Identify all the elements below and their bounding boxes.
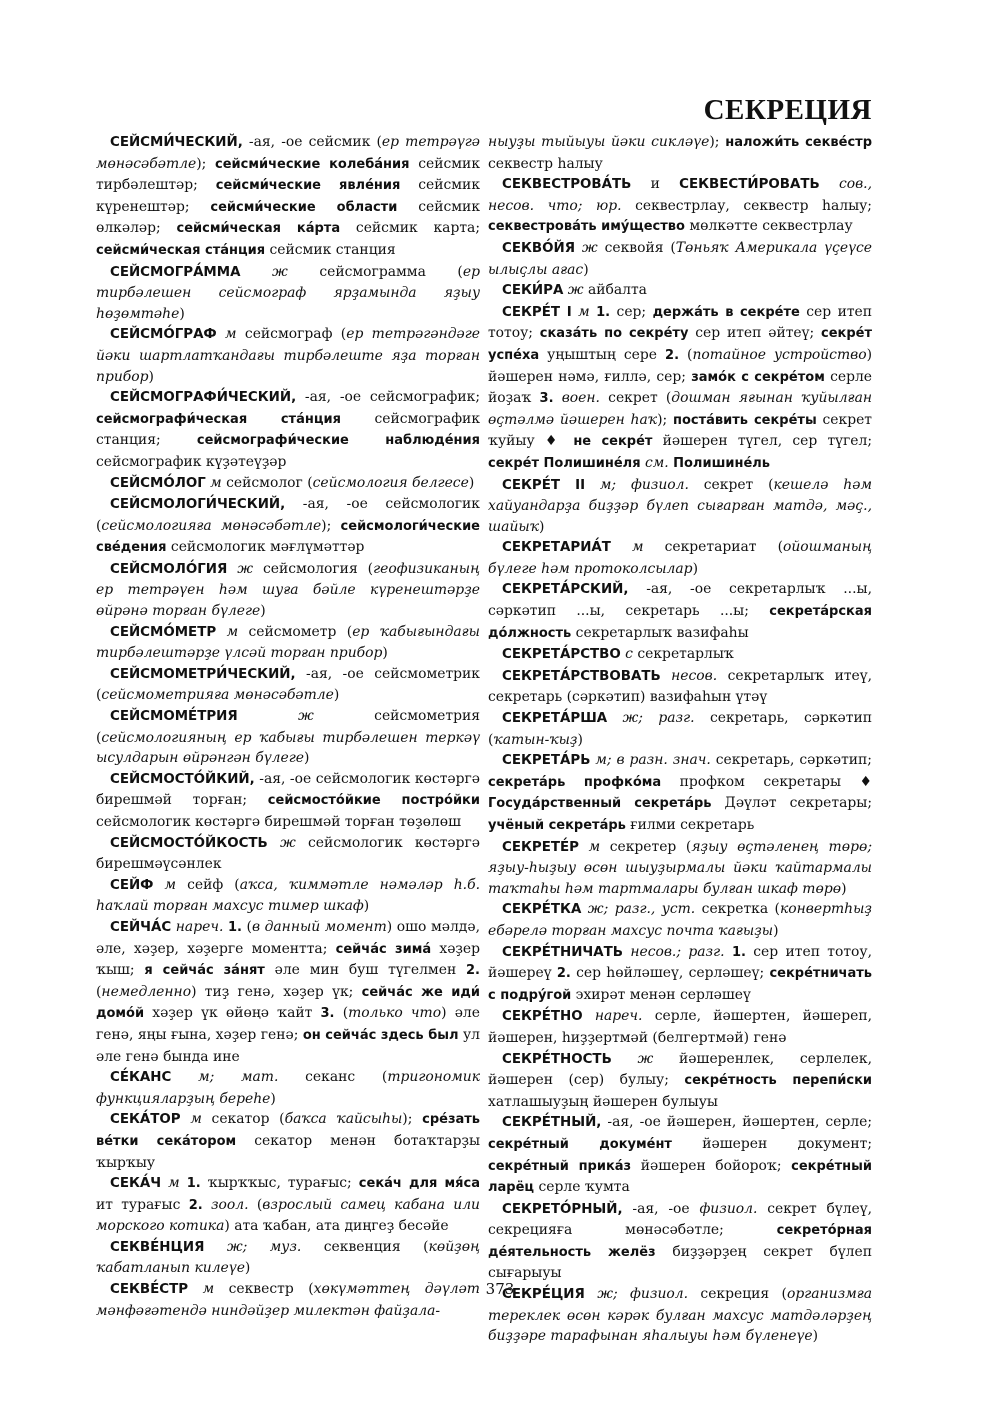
gloss-italic: ж	[237, 708, 314, 725]
headword: СЕЙСМО́ЛОГ	[110, 475, 206, 491]
entry-text: -ая, -ое йәшерен, йәшертен, серле;	[601, 1114, 872, 1131]
example-phrase: секре́тность перепи́ски	[684, 1073, 872, 1089]
entry-text: )	[270, 1090, 276, 1107]
entry-text: (	[241, 918, 252, 935]
gloss-italic: сейсмология белгесе	[312, 474, 469, 491]
entry-text: секреция (	[688, 1286, 787, 1303]
headword: СЕ́КАНС	[110, 1070, 172, 1086]
dictionary-entry	[96, 1173, 480, 1237]
headword: СЕЙСМО́МЕТР	[110, 624, 217, 640]
entry-text: (	[248, 1196, 263, 1213]
entry-text: уңыштың сере	[539, 346, 666, 363]
gloss-italic: аҡса, ҡиммәтле нәмәләр һ.б. һаҡлай торған махсус тимер шкаф	[96, 876, 480, 915]
entry-text: йәшерен түгел, сер түгел;	[652, 433, 873, 450]
headword: СЕЙСМОСТО́ЙКОСТЬ	[110, 835, 268, 851]
dictionary-entry	[488, 666, 872, 708]
gloss-italic: ер тирбәлешен сейсмограф ярҙамында яҙыу һөҙөмтәһе	[96, 263, 480, 322]
dictionary-entry	[488, 579, 872, 644]
entry-text: сейсмик күренештәр;	[96, 177, 480, 215]
example-phrase: секрета́рь профко́ма	[488, 774, 662, 790]
dictionary-entry	[488, 132, 872, 174]
example-phrase: секре́тный докуме́нт	[488, 1136, 672, 1152]
entry-text: сейсмология (	[253, 560, 374, 577]
gloss-italic: ж; муз.	[204, 1238, 302, 1255]
entry-text: йәшерен документ;	[671, 1135, 872, 1152]
dictionary-entry	[96, 559, 480, 622]
gloss-italic: физиол.	[699, 1200, 758, 1217]
entry-text: секрет бүлеү, секрецияға мөнәсәбәтле;	[488, 1200, 873, 1239]
entry-text: хәҙер ҡыш;	[96, 940, 481, 979]
gloss-italic: сов., несов. что; юр.	[488, 176, 872, 214]
example-phrase: сре́зать ве́тки сека́тором	[96, 1112, 481, 1149]
entry-text: )	[812, 1328, 819, 1345]
entry-text: секретарлыҡ итеү, секретарь (сәркәтип) вазифаһын үтәү	[488, 667, 872, 706]
gloss-italic: м	[216, 326, 237, 343]
headword: СЕКИ́РА	[502, 283, 564, 299]
example-phrase: сейча́с зима́	[335, 941, 432, 957]
entry-text: );	[709, 134, 726, 150]
dictionary-entry	[96, 262, 480, 325]
headword: СЕЙСМОСТО́ЙКИЙ,	[110, 771, 255, 787]
gloss-italic: м	[161, 1175, 180, 1192]
headword: СЕКРЕТЕ́Р	[502, 839, 579, 855]
example-phrase: секре́т успе́ха	[488, 326, 872, 363]
gloss-italic: нареч.	[582, 1008, 643, 1025]
entry-text: (	[679, 346, 693, 363]
entry-text: сер;	[610, 303, 653, 320]
gloss-italic: ж	[575, 239, 598, 256]
headword: СЕКРЕТА́РСКИЙ,	[502, 582, 629, 598]
entry-text: ) тиҙ генә, хәҙер үк;	[191, 983, 362, 1000]
entry-text: ) әле генә, яңы ғына, хәҙер генә;	[96, 1005, 480, 1043]
example-phrase: 1.	[596, 304, 611, 320]
gloss-italic: м	[610, 539, 644, 556]
entry-text: сейф (	[176, 876, 240, 893]
entry-text: секретарь, сәркәтип (	[488, 710, 872, 748]
gloss-italic: м; мат.	[171, 1069, 279, 1086]
dictionary-entry	[488, 280, 872, 302]
dictionary-entry	[96, 494, 480, 559]
gloss-italic: ж	[267, 834, 296, 851]
gloss-italic: ж	[611, 1050, 654, 1067]
entry-text: секатор менән ботаҡтарҙы ҡырҡыу	[96, 1132, 481, 1171]
entry-text: -ая, -ое сейсмик (	[242, 134, 382, 150]
entry-text: );	[402, 1111, 423, 1128]
dictionary-entry	[488, 644, 872, 666]
running-head: СЕКРЕЦИЯ	[703, 94, 872, 126]
example-phrase: замо́к с секре́том	[691, 369, 825, 385]
gloss-italic: дошман яғынан ҡуйылған өҫтәлмә йәшерен һаҡ	[488, 390, 873, 428]
dictionary-entry	[96, 769, 480, 833]
entry-text: сер итеп әйтеү;	[688, 325, 821, 342]
example-phrase: сейсми́ческая ка́рта	[176, 221, 341, 237]
example-phrase: секре́тный прика́з	[488, 1158, 632, 1174]
dictionary-entry	[488, 1049, 872, 1113]
entry-text: ) ошо мәлдә, әле, хәҙер, хәҙерге моментта;	[96, 918, 480, 957]
entry-text: хатлашыуҙың йәшерен булыуы	[488, 1093, 718, 1110]
gloss-italic: ж; физиол.	[584, 1286, 689, 1303]
entry-text: секретарлыҡ вазифаһы	[571, 624, 749, 641]
gloss-italic: кешелә һәм хайуандарҙа биҙҙәр бүлеп сығарған матдә, мәҫ., шайыҡ	[488, 476, 872, 535]
entry-text: сер итеп тотоу;	[488, 303, 873, 342]
entry-text: сер итеп тотоу, йәшереү	[488, 943, 872, 982]
gloss-italic: көйҙөң ҡабатланып килеүе	[96, 1238, 480, 1277]
headword: СЕКРЕТО́РНЫЙ,	[502, 1201, 623, 1217]
entry-text: )	[260, 603, 266, 620]
example-phrase: Полишине́ль	[673, 455, 771, 471]
example-phrase: 2.	[665, 347, 680, 363]
entry-text: мөлкәтте секвестрлау	[684, 218, 853, 235]
headword: СЕКВО́ЙЯ	[502, 240, 576, 256]
example-phrase: сейсмологи́ческие све́дения	[96, 518, 480, 556]
entry-text: сейсмолог (	[221, 474, 313, 491]
entry-text: секвенция (	[301, 1238, 429, 1255]
entry-text: секретарлыҡ	[632, 646, 734, 663]
headword: СЕЙСМОЛОГИ́ЧЕСКИЙ,	[110, 497, 286, 513]
example-phrase: держа́ть в секре́те	[652, 304, 800, 320]
dictionary-entry	[96, 473, 480, 495]
headword: СЕКРЕТАРИА́Т	[502, 540, 611, 556]
gloss-italic: м	[188, 1281, 215, 1298]
headword: СЕКРЕТА́РША	[502, 711, 608, 727]
example-phrase: 1.	[227, 919, 242, 935]
headword: СЕКРЕТА́РСТВОВАТЬ	[502, 668, 661, 684]
headword: СЕКВЕСТИ́РОВАТЬ	[679, 177, 820, 193]
example-phrase: сейсми́ческие явле́ния	[215, 178, 401, 194]
entry-text: йәшеренлек, серлелек, йәшерен (сер) булыу;	[488, 1050, 872, 1089]
dictionary-entry	[488, 174, 872, 238]
entry-text: сейсмометр (	[238, 623, 353, 640]
example-phrase: Госуда́рственный секрета́рь	[488, 796, 712, 812]
gloss-italic: сейсмометрияға мөнәсәбәтле	[101, 687, 334, 704]
entry-text: -ая, -ое секретарлыҡ ...ы, сәркәтип ...ы, секретарь ...ы;	[488, 581, 872, 620]
gloss-italic: несов.	[660, 667, 718, 684]
headword: СЕКРЕ́ТНО	[502, 1009, 583, 1025]
headword: СЕКА́ТОР	[110, 1112, 181, 1128]
entry-text: сейсмологик көстәргә бирешмәй торған төҙөлөш	[96, 814, 462, 830]
headword: СЕКРЕ́ТНЫЙ,	[502, 1115, 602, 1131]
entry-text: )	[841, 880, 847, 897]
entry-text: сейсмологик мәғлүмәттәр	[166, 539, 365, 556]
dictionary-entry	[488, 899, 872, 941]
entry-text: сейсмометрия (	[96, 708, 480, 746]
gloss-italic: Төньяҡ Америкала үҫеүсе ылыҫлы ағас	[488, 239, 872, 278]
headword: СЕЙФ	[110, 877, 154, 893]
dictionary-entry	[488, 302, 872, 475]
dictionary-entry	[96, 622, 480, 664]
entry-text: )	[539, 518, 545, 535]
entry-text: секрет ҡуйыу ♦	[488, 411, 872, 450]
gloss-italic: конвертһыҙ ебәрелә торған махсус почта ҡағыҙы	[488, 901, 872, 939]
entry-text: секвестрлау, секвестр һалыу;	[621, 197, 872, 214]
gloss-italic: ныуҙы тыйыуы йәки сикләүе	[488, 134, 710, 150]
entry-text: )	[179, 305, 185, 322]
entry-text: секанс (	[278, 1069, 388, 1086]
headword: СЕЙЧА́С	[110, 919, 172, 935]
entry-text: серле, йәшертен, йәшереп, йәшерен, һиҙҙертмәй (белгертмәй) генә	[488, 1008, 872, 1046]
entry-text: секвойя (	[597, 239, 676, 256]
entry-text: эхирәт менән серләшеү	[571, 986, 751, 1003]
example-phrase: сека́ч для мя́са	[358, 1176, 480, 1192]
left-column	[96, 132, 480, 1321]
example-phrase: сейсми́ческие области	[210, 199, 398, 215]
dictionary-entry	[96, 875, 480, 917]
dictionary-entry	[488, 708, 872, 750]
entry-text: )	[244, 1260, 251, 1277]
entry-text: -ая, -ое сейсмометрик (	[96, 665, 480, 704]
example-phrase: секре́тничать с подру́гой	[488, 966, 872, 1003]
example-phrase: секвестрова́ть иму́щество	[488, 219, 685, 235]
dictionary-entry	[96, 132, 480, 262]
gloss-italic: организмға тереклек өсөн кәрәк булған махсус матдәләрҙең биҙҙәре тарафынан яһалыуы һәм бүленеүе	[488, 1286, 873, 1345]
headword: СЕКВЕ́НЦИЯ	[110, 1239, 205, 1255]
gloss-italic: геофизиканың ер тетрәүен һәм шуға бәйле күренештәрҙе өйрәнә торған бүлеге	[96, 560, 480, 620]
entry-text: );	[321, 517, 341, 534]
entry-text: профком секретары ♦	[661, 773, 872, 790]
example-phrase: секре́тный ларёц	[488, 1158, 872, 1196]
entry-text: сейсмографик станция;	[96, 410, 481, 449]
entry-text: секретер (	[600, 838, 692, 855]
gloss-italic: м; в разн. знач.	[590, 752, 711, 769]
headword: СЕЙСМОЛО́ГИЯ	[110, 561, 228, 577]
gloss-italic: м	[571, 303, 590, 320]
gloss-italic: ж	[563, 282, 584, 299]
gloss-italic: м	[205, 474, 222, 491]
entry-text: сейсмик станция	[265, 241, 396, 258]
gloss-italic: зоол.	[202, 1196, 249, 1213]
dictionary-entry	[488, 1112, 872, 1198]
gloss-italic: ойошманың бүлеге һәм протоколсылар	[488, 539, 872, 577]
entry-text: секретка (	[695, 901, 780, 918]
entry-text: );	[196, 155, 216, 172]
gloss-italic: потайное устройство	[692, 346, 867, 363]
example-phrase: сейсмографи́ческие наблюде́ния	[196, 433, 480, 449]
gloss-italic: ж	[240, 263, 288, 280]
gloss-italic: см.	[640, 454, 669, 471]
entry-text: -ая, -ое сейсмологик көстәргә бирешмәй торған;	[96, 770, 480, 809]
gloss-italic: в данный момент	[251, 918, 387, 935]
gloss-italic: с	[620, 646, 633, 663]
entry-text: )	[773, 922, 779, 939]
example-phrase: сейсми́ческие колеба́ния	[215, 156, 410, 172]
entry-text: сейсмограмма (	[287, 263, 463, 280]
example-phrase: секрета́рская до́лжность	[488, 604, 872, 641]
dictionary-entry	[488, 537, 872, 579]
entry-text: сейсмограф (	[236, 326, 347, 343]
dictionary-entry	[96, 1237, 480, 1279]
dictionary-entry	[96, 833, 480, 875]
right-column	[488, 132, 872, 1347]
gloss-italic: тригономик функцияларҙың береһе	[96, 1069, 480, 1107]
entry-text: )	[382, 645, 388, 662]
headword: СЕКРЕ́Т I	[502, 304, 572, 320]
gloss-italic: баҡса ҡайсыһы	[284, 1111, 403, 1128]
headword: СЕКРЕТА́РСТВО	[502, 647, 621, 663]
entry-text: );	[657, 411, 673, 428]
entry-text: сейсмологик көстәргә бирешмәүсәнлек	[96, 834, 480, 873]
gloss-italic: только что	[348, 1005, 442, 1022]
entry-text: -ая, -ое	[622, 1200, 700, 1217]
example-phrase: не секре́т	[573, 434, 653, 450]
entry-text: ) йәшерен нәмә, ғиллә, сер;	[488, 346, 872, 385]
entry-text: серле йоҙаҡ	[488, 368, 873, 407]
gloss-italic: воен.	[553, 390, 600, 407]
gloss-italic: ер тетрәгәндәге йәки шартлатҡандағы тирбәлеште яҙа торған прибор	[96, 326, 481, 385]
entry-text: -ая, -ое сейсмологик (	[96, 496, 480, 534]
headword: СЕЙСМИ́ЧЕСКИЙ,	[110, 135, 243, 150]
entry-text: )	[148, 368, 154, 385]
entry-text: секрет (	[599, 390, 672, 407]
gloss-italic: хөкүмәттең дәүләт мәнфәғәтендә ниндәйҙер милектән файҙала-	[96, 1281, 480, 1319]
dictionary-entry	[96, 664, 480, 706]
entry-text: секатор (	[201, 1111, 285, 1128]
headword: СЕЙСМОГРАФИ́ЧЕСКИЙ,	[110, 390, 297, 406]
dictionary-entry	[96, 324, 480, 387]
gloss-italic: ж; разг.	[607, 710, 695, 727]
entry-text: сейсмик өлкәләр;	[96, 198, 480, 237]
gloss-italic: нареч.	[171, 918, 224, 935]
gloss-italic: ер ҡабығындағы тирбәлештәрҙе үлсәй торған прибор	[96, 623, 480, 662]
dictionary-entry	[488, 475, 872, 538]
gloss-italic: взрослый самец кабана или морского котика	[96, 1196, 480, 1235]
gloss-italic: м	[153, 876, 177, 893]
headword: СЕЙСМОМЕТРИ́ЧЕСКИЙ,	[110, 666, 296, 682]
headword: СЕКА́Ч	[110, 1176, 162, 1192]
headword: СЕКРЕ́ТНИЧАТЬ	[502, 944, 623, 960]
gloss-italic: м	[578, 838, 601, 855]
example-phrase: он сейча́с здесь был	[302, 1027, 459, 1043]
headword: СЕКРЕ́ТНОСТЬ	[502, 1051, 612, 1067]
dictionary-entry	[96, 1109, 480, 1173]
gloss-italic: немедленно	[101, 983, 192, 1000]
entry-text: ) ата ҡабан, ата диңгеҙ бесәйе	[224, 1218, 449, 1235]
example-phrase: 3.	[539, 391, 554, 407]
dictionary-entry	[488, 1199, 872, 1284]
dictionary-entry	[488, 942, 872, 1007]
dictionary-entry	[488, 1006, 872, 1048]
entry-text: )	[303, 750, 310, 767]
entry-text: )	[583, 261, 589, 278]
entry-text: әле мин буш түгелмен	[264, 962, 467, 979]
entry-text: секвестр (	[214, 1281, 314, 1298]
example-phrase: сейсмосто́йкие постро́йки	[267, 793, 480, 809]
entry-text: и	[631, 176, 680, 193]
example-phrase: сказа́ть по секре́ту	[539, 326, 689, 342]
example-phrase: сейсмографи́ческая ста́нция	[96, 411, 341, 427]
example-phrase: сейсми́ческая ста́нция	[96, 242, 266, 258]
gloss-italic: ж; разг., уст.	[581, 901, 696, 918]
gloss-italic: м; физиол.	[585, 476, 689, 493]
entry-text: )	[468, 474, 475, 491]
entry-text: айбалта	[583, 282, 647, 299]
example-phrase: я сейча́с за́нят	[144, 963, 265, 979]
headword: СЕКРЕ́ЦИЯ	[502, 1287, 585, 1303]
headword: СЕЙСМО́ГРАФ	[110, 327, 217, 343]
example-phrase: учёный секрета́рь	[488, 818, 626, 833]
entry-text: серле ҡумта	[534, 1179, 630, 1196]
example-phrase: 3.	[320, 1006, 335, 1022]
entry-text: )	[363, 898, 370, 915]
example-phrase: 1.	[731, 944, 746, 960]
entry-text: секретарь, сәркәтип;	[710, 752, 872, 769]
gloss-italic: ҡатын-ҡыҙ	[493, 731, 578, 748]
dictionary-entry	[96, 706, 480, 769]
headword: СЕЙСМОМЕ́ТРИЯ	[110, 709, 238, 725]
example-phrase: секрето́рная де́ятельность желёз	[488, 1223, 872, 1260]
dictionary-entry	[488, 750, 872, 836]
dictionary-entry	[96, 1067, 480, 1109]
headword: СЕКРЕ́Т II	[502, 477, 586, 493]
entry-text: сейсмик тирбәлештәр;	[96, 155, 480, 194]
entry-text: йәшерен бойороҡ;	[631, 1157, 792, 1174]
entry-text: (	[334, 1005, 349, 1022]
example-phrase: 2.	[556, 966, 571, 982]
headword: СЕКВЕСТРОВА́ТЬ	[502, 177, 632, 193]
entry-text: секретариат (	[643, 539, 783, 556]
gloss-italic: сейсмологияның ер ҡабығы тирбәлешен теркәү ысулдарын өйрәнгән бүлеге	[96, 729, 480, 767]
example-phrase: 2.	[188, 1197, 203, 1213]
dictionary-entry	[96, 917, 480, 1067]
entry-text: -ая, -ое сейсмографик;	[296, 389, 480, 406]
example-phrase: 2.	[466, 963, 480, 979]
gloss-italic: сейсмологияға мөнәсәбәтле	[101, 517, 322, 534]
gloss-italic: м	[180, 1111, 202, 1128]
gloss-italic: ер тетрәүгә мөнәсәбәтле	[96, 134, 481, 172]
entry-text: хәҙер үк өйөңә ҡайт	[144, 1005, 321, 1022]
entry-text: сер һөйләшеү, серләшеү;	[570, 965, 770, 982]
gloss-italic: м	[216, 623, 239, 640]
entry-text: Дәүләт секретары;	[711, 795, 873, 812]
entry-text: ул әле генә бында ине	[96, 1026, 480, 1065]
example-phrase: сейча́с же иди́ домо́й	[96, 984, 480, 1022]
entry-text: сейсмографик күҙәтеүҙәр	[96, 453, 287, 470]
example-phrase: секре́т Полишине́ля	[488, 455, 641, 471]
headword: СЕКРЕТА́РЬ	[502, 753, 591, 769]
example-phrase: 1.	[186, 1176, 201, 1192]
entry-text: ғилми секретарь	[625, 817, 755, 833]
gloss-italic: ж	[227, 560, 254, 577]
headword: СЕКРЕ́ТКА	[502, 902, 582, 918]
gloss-italic: несов.; разг.	[622, 943, 725, 960]
entry-text: секвестр һалыу	[488, 155, 603, 172]
entry-text: секрет (	[688, 476, 774, 493]
entry-text: )	[333, 687, 340, 704]
entry-text: )	[577, 731, 583, 748]
page-number: 373	[485, 1280, 515, 1298]
entry-text	[180, 1175, 187, 1191]
dictionary-entry	[96, 387, 480, 472]
dictionary-entry	[488, 837, 872, 900]
entry-text: ит турағыс	[96, 1196, 189, 1213]
entry-text: биҙҙәрҙең секрет бүлеп сығарыуы	[488, 1243, 872, 1282]
entry-text: )	[692, 560, 698, 577]
entry-text: ҡырҡҡыс, турағыс;	[200, 1175, 359, 1192]
headword: СЕКВЕ́СТР	[110, 1282, 189, 1298]
example-phrase: наложи́ть секве́стр	[725, 135, 873, 150]
headword: СЕЙСМОГРА́ММА	[110, 264, 241, 280]
entry-text	[725, 944, 732, 960]
example-phrase: поста́вить секре́ты	[673, 412, 817, 428]
gloss-italic: яҙыу өҫтәленең төрө; яҙыу-һыҙыу өсөн шыуҙырмалы йәки ҡайтармалы таҡтаһы һәм тартмалары булған шкаф төрө	[488, 838, 873, 897]
dictionary-entry	[488, 238, 872, 280]
entry-text: сейсмик карта;	[340, 220, 480, 237]
entry-text: (	[96, 983, 102, 1000]
